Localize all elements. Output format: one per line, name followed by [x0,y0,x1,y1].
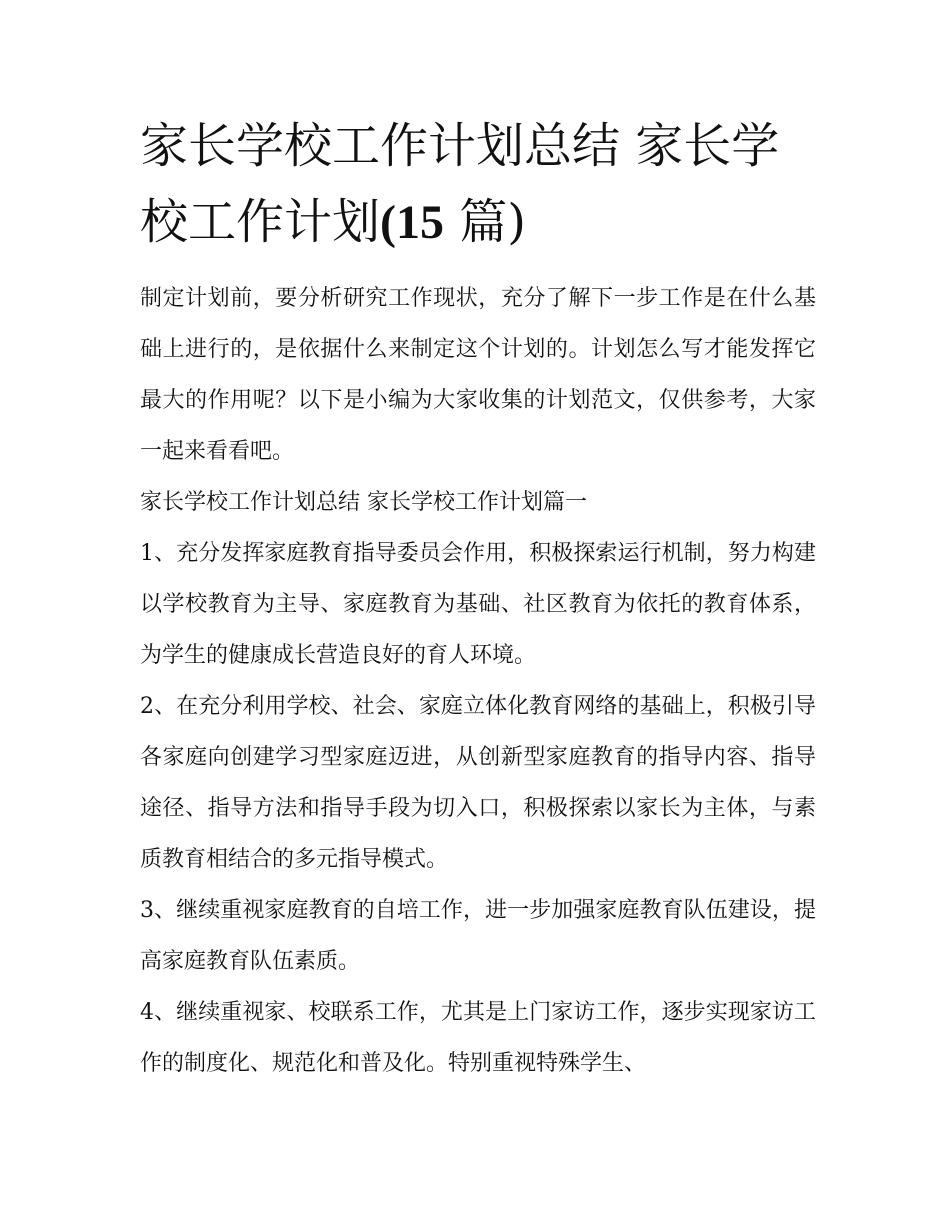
title-count: (15 [380,196,444,249]
item-paragraph-3: 3、继续重视家庭教育的自培工作，进一步加强家庭教育队伍建设，提高家庭教育队伍素质。 [140,898,816,974]
title-text: 家长学校工作计划总结 家长学校工作计划 [140,118,780,250]
document-title [140,108,816,261]
item-paragraph-2: 2、在充分利用学校、社会、家庭立体化教育网络的基础上，积极引导各家庭向创建学习型家庭迈进，从创新型家庭教育的指导内容、指导途径、指导方法和指导手段为切入口，积极探索以家长为主体，与素质教育相结合的多元指导模式。 [140,694,816,872]
section-heading: 家长学校工作计划总结 家长学校工作计划篇一 [140,490,587,515]
item-paragraph-1: 1、充分发挥家庭教育指导委员会作用，积极探索运行机制，努力构建以学校教育为主导、家庭教育为基础、社区教育为依托的教育体系，为学生的健康成长营造良好的育人环境。 [140,541,816,668]
title-suffix: 篇) [444,194,526,250]
intro-paragraph: 制定计划前，要分析研究工作现状，充分了解下一步工作是在什么基础上进行的，是依据什么来制定这个计划的。计划怎么写才能发挥它最大的作用呢？以下是小编为大家收集的计划范文，仅供参考，大家一起来看看吧。 [140,286,816,464]
document-page [140,108,816,1089]
item-paragraph-4: 4、继续重视家、校联系工作，尤其是上门家访工作，逐步实现家访工作的制度化、规范化和普及化。特别重视特殊学生、 [140,1000,816,1076]
